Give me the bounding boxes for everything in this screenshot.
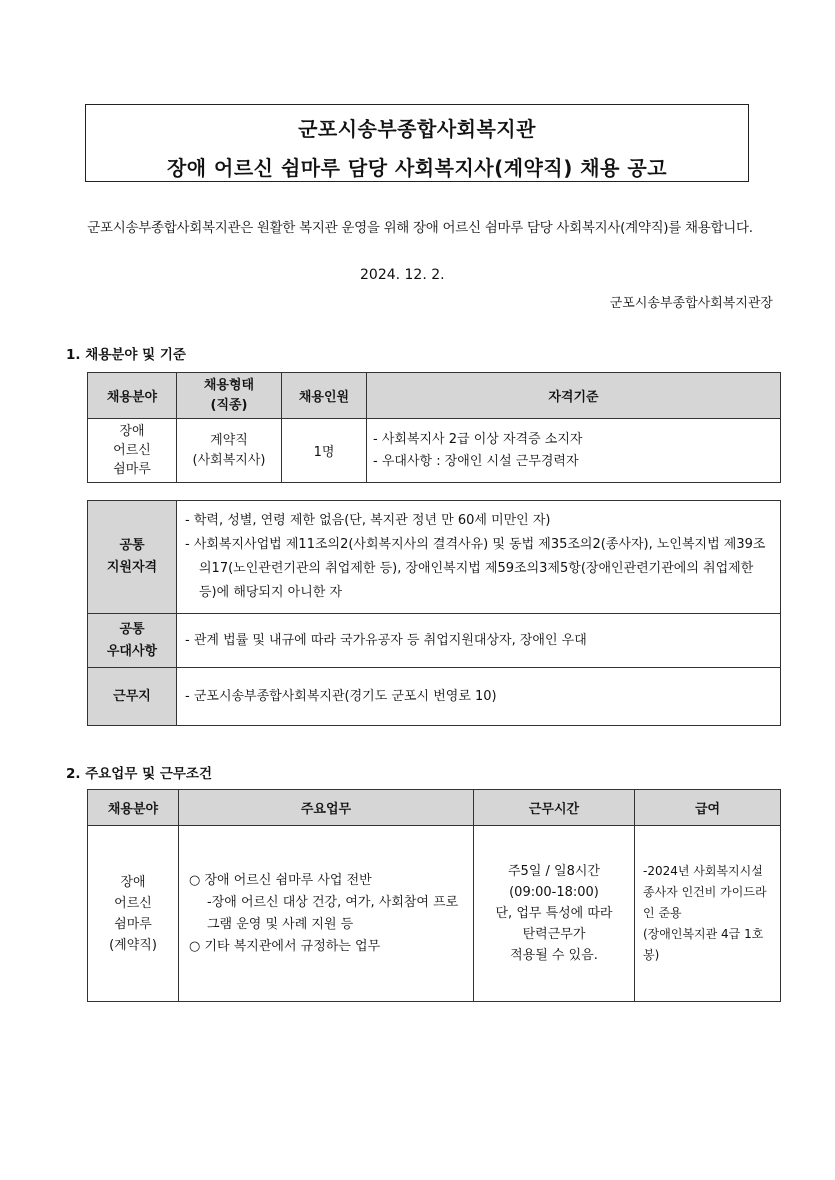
cell-count: 1명 xyxy=(282,419,367,483)
cell-duties: ○ 장애 어르신 쉼마루 사업 전반 -장애 어르신 대상 건강, 여가, 사회참여 프로그램 운영 및 사례 지원 등 ○ 기타 복지관에서 규정하는 업무 xyxy=(179,826,474,1002)
cell-salary: -2024년 사회복지시설 종사자 인건비 가이드라인 준용 (장애인복지관 4급 1호봉) xyxy=(635,826,781,1002)
header-field2: 채용분야 xyxy=(88,790,179,826)
header-hours: 근무시간 xyxy=(474,790,635,826)
header-count: 채용인원 xyxy=(282,373,367,419)
header-duties: 주요업무 xyxy=(179,790,474,826)
recruitment-table xyxy=(87,372,781,483)
location-label: 근무지 xyxy=(88,668,177,726)
cell-field: 장애 어르신 쉼마루 xyxy=(88,419,177,483)
qualification-label: 공통 지원자격 xyxy=(88,501,177,614)
cell-hours: 주5일 / 일8시간 (09:00-18:00) 단, 업무 특성에 따라 탄력근무가 적용될 수 있음. xyxy=(474,826,635,1002)
preference-content: - 관계 법률 및 내규에 따라 국가유공자 등 취업지원대상자, 장애인 우대 xyxy=(177,614,781,668)
duties-table xyxy=(87,789,781,1002)
location-content: - 군포시송부종합사회복지관(경기도 군포시 번영로 10) xyxy=(177,668,781,726)
notice-date: 2024. 12. 2. xyxy=(360,267,445,283)
title-box xyxy=(85,104,749,182)
section2-heading: 2. 주요업무 및 근무조건 xyxy=(66,766,212,782)
intro-text: 군포시송부종합사회복지관은 원활한 복지관 운영을 위해 장애 어르신 쉼마루 담당 사회복지사(계약직)를 채용합니다. xyxy=(87,220,753,236)
title-org: 군포시송부종합사회복지관 xyxy=(298,117,536,141)
title-notice: 장애 어르신 쉼마루 담당 사회복지사(계약직) 채용 공고 xyxy=(166,156,668,180)
header-field: 채용분야 xyxy=(88,373,177,419)
header-criteria: 자격기준 xyxy=(367,373,781,419)
cell-criteria: - 사회복지사 2급 이상 자격증 소지자 - 우대사항 : 장애인 시설 근무경력자 xyxy=(367,419,781,483)
common-requirements-table xyxy=(87,500,781,726)
section1-heading: 1. 채용분야 및 기준 xyxy=(66,347,186,363)
preference-label: 공통 우대사항 xyxy=(88,614,177,668)
issuer: 군포시송부종합사회복지관장 xyxy=(609,296,773,311)
header-salary: 급여 xyxy=(635,790,781,826)
cell-type: 계약직 (사회복지사) xyxy=(177,419,282,483)
header-type: 채용형태 (직종) xyxy=(177,373,282,419)
cell-field2: 장애 어르신 쉼마루 (계약직) xyxy=(88,826,179,1002)
qualification-content: - 학력, 성별, 연령 제한 없음(단, 복지관 정년 만 60세 미만인 자) - 사회복지사업법 제11조의2(사회복지사의 결격사유) 및 동법 제35조의2(종사자), 노인복지법 제39조의17(노인관련기관의 취업제한 등), 장애인복지법 제59조의3제5항(장애인관련기관에의 취업제한 등)에 해당되지 아니한 자 xyxy=(177,501,781,614)
